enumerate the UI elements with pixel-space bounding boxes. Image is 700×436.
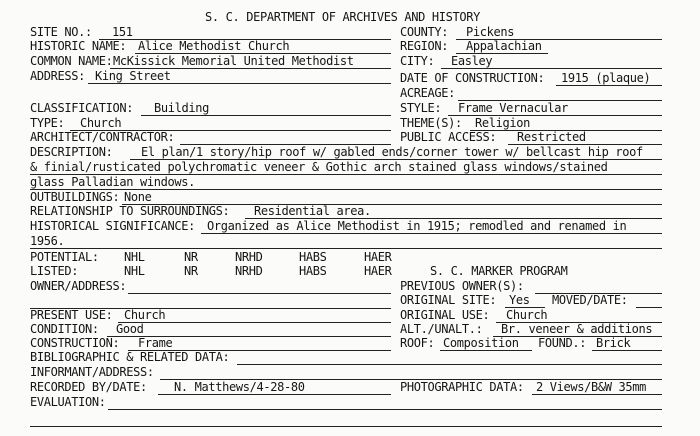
acreage-label: ACREAGE:	[400, 86, 455, 100]
foundation-line	[592, 350, 662, 351]
classification-value: Building	[154, 101, 209, 115]
marker-program-heading: S. C. MARKER PROGRAM	[430, 264, 568, 278]
address-label: ADDRESS:	[30, 69, 85, 83]
type-label: TYPE:	[30, 116, 65, 130]
classification-label: CLASSIFICATION:	[30, 101, 134, 115]
evaluation-label: EVALUATION:	[30, 395, 106, 409]
description-line-2: & finial/rusticated polychromatic veneer & Gothic arch stained glass windows/stained	[30, 160, 608, 174]
informant-label: INFORMANT/ADDRESS:	[30, 365, 154, 379]
historic-name-value: Alice Methodist Church	[138, 39, 290, 53]
region-value: Appalachian	[466, 39, 542, 53]
historical-significance-rule-1	[201, 233, 662, 234]
listed-nr: NR	[184, 264, 198, 278]
present-use-line	[118, 322, 391, 323]
evaluation-line	[108, 409, 662, 410]
themes-label: THEME(S):	[400, 116, 462, 130]
foundation-label: FOUND.:	[538, 336, 587, 350]
public-access-value: Restricted	[517, 130, 586, 144]
city-value: Easley	[451, 54, 493, 68]
common-name-value: McKissick Memorial United Methodist	[113, 54, 354, 68]
listed-nrhd: NRHD	[235, 264, 263, 278]
construction-value: Frame	[138, 336, 173, 350]
bibliographic-line	[237, 364, 662, 365]
moved-date-label: MOVED/DATE:	[552, 293, 628, 307]
evaluation-line-2	[30, 426, 662, 427]
owner-address-label: OWNER/ADDRESS:	[30, 279, 127, 293]
original-use-label: ORIGINAL USE:	[400, 308, 490, 322]
card-header: S. C. DEPARTMENT OF ARCHIVES AND HISTORY	[205, 10, 480, 24]
historic-name-label: HISTORIC NAME:	[30, 39, 127, 53]
historical-significance-rule-2	[30, 248, 662, 249]
alt-unalt-label: ALT./UNALT.:	[400, 322, 483, 336]
bibliographic-label: BIBLIOGRAPHIC & RELATED DATA:	[30, 350, 230, 364]
present-use-value: Church	[124, 308, 166, 322]
listed-label: LISTED:	[30, 264, 79, 278]
region-label: REGION:	[400, 39, 449, 53]
city-label: CITY:	[400, 54, 435, 68]
alt-unalt-value: Br. veneer & additions	[501, 322, 653, 336]
relationship-label: RELATIONSHIP TO SURROUNDINGS:	[30, 204, 230, 218]
listed-habs: HABS	[299, 264, 327, 278]
present-use-label: PRESENT USE:	[30, 308, 113, 322]
outbuildings-label: OUTBUILDINGS:	[30, 190, 120, 204]
public-access-label: PUBLIC ACCESS:	[400, 130, 497, 144]
photographic-data-line	[532, 394, 662, 395]
historical-significance-line-2: 1956.	[30, 234, 65, 248]
site-no-label: SITE NO.:	[30, 25, 92, 39]
classification-line	[141, 115, 391, 116]
site-no-value: 151	[112, 25, 133, 39]
date-of-construction-value: 1915 (plaque)	[561, 71, 651, 85]
county-value: Pickens	[466, 25, 515, 39]
condition-label: CONDITION:	[30, 322, 99, 336]
photographic-data-label: PHOTOGRAPHIC DATA:	[400, 380, 524, 394]
recorded-by-label: RECORDED BY/DATE:	[30, 380, 147, 394]
recorded-by-line	[158, 394, 391, 395]
foundation-value: Brick	[596, 336, 631, 350]
city-line	[441, 68, 662, 69]
outbuildings-value: None	[124, 190, 152, 204]
condition-value: Good	[116, 322, 144, 336]
themes-value: Religion	[475, 116, 530, 130]
description-label: DESCRIPTION:	[30, 145, 113, 159]
date-of-construction-line	[556, 85, 662, 86]
common-name-label: COMMON NAME:	[30, 54, 113, 68]
original-use-value: Church	[506, 308, 548, 322]
owner-address-line	[128, 293, 391, 294]
listed-haer: HAER	[364, 264, 392, 278]
historical-significance-line-1: Organized as Alice Methodist in 1915; remodled and renamed in	[207, 219, 627, 233]
previous-owners-label: PREVIOUS OWNER(S):	[400, 279, 524, 293]
roof-line	[440, 350, 532, 351]
historical-significance-label: HISTORICAL SIGNIFICANCE:	[30, 219, 195, 233]
relationship-value: Residential area.	[254, 204, 371, 218]
description-line-3: glass Palladian windows.	[30, 175, 195, 189]
roof-value: Composition	[443, 336, 519, 350]
moved-date-line	[636, 307, 662, 308]
photographic-data-value: 2 Views/B&W 35mm	[536, 380, 646, 394]
potential-nhl: NHL	[124, 250, 145, 264]
roof-label: ROOF:	[400, 336, 435, 350]
potential-habs: HABS	[299, 250, 327, 264]
recorded-by-value: N. Matthews/4-28-80	[174, 380, 305, 394]
listed-nhl: NHL	[124, 264, 145, 278]
original-site-label: ORIGINAL SITE:	[400, 293, 497, 307]
style-label: STYLE:	[400, 101, 442, 115]
style-value: Frame Vernacular	[458, 101, 568, 115]
original-site-value: Yes	[509, 293, 530, 307]
potential-haer: HAER	[364, 250, 392, 264]
address-line	[88, 83, 391, 84]
potential-nrhd: NRHD	[235, 250, 263, 264]
type-value: Church	[80, 116, 122, 130]
potential-label: POTENTIAL:	[30, 250, 99, 264]
date-of-construction-label: DATE OF CONSTRUCTION:	[400, 71, 545, 85]
description-line-1: El plan/1 story/hip roof w/ gabled ends/corner tower w/ bellcast hip roof	[141, 145, 643, 159]
construction-label: CONSTRUCTION:	[30, 336, 120, 350]
address-value: King Street	[95, 69, 171, 83]
county-label: COUNTY:	[400, 25, 449, 39]
potential-nr: NR	[184, 250, 198, 264]
architect-label: ARCHITECT/CONTRACTOR:	[30, 130, 175, 144]
